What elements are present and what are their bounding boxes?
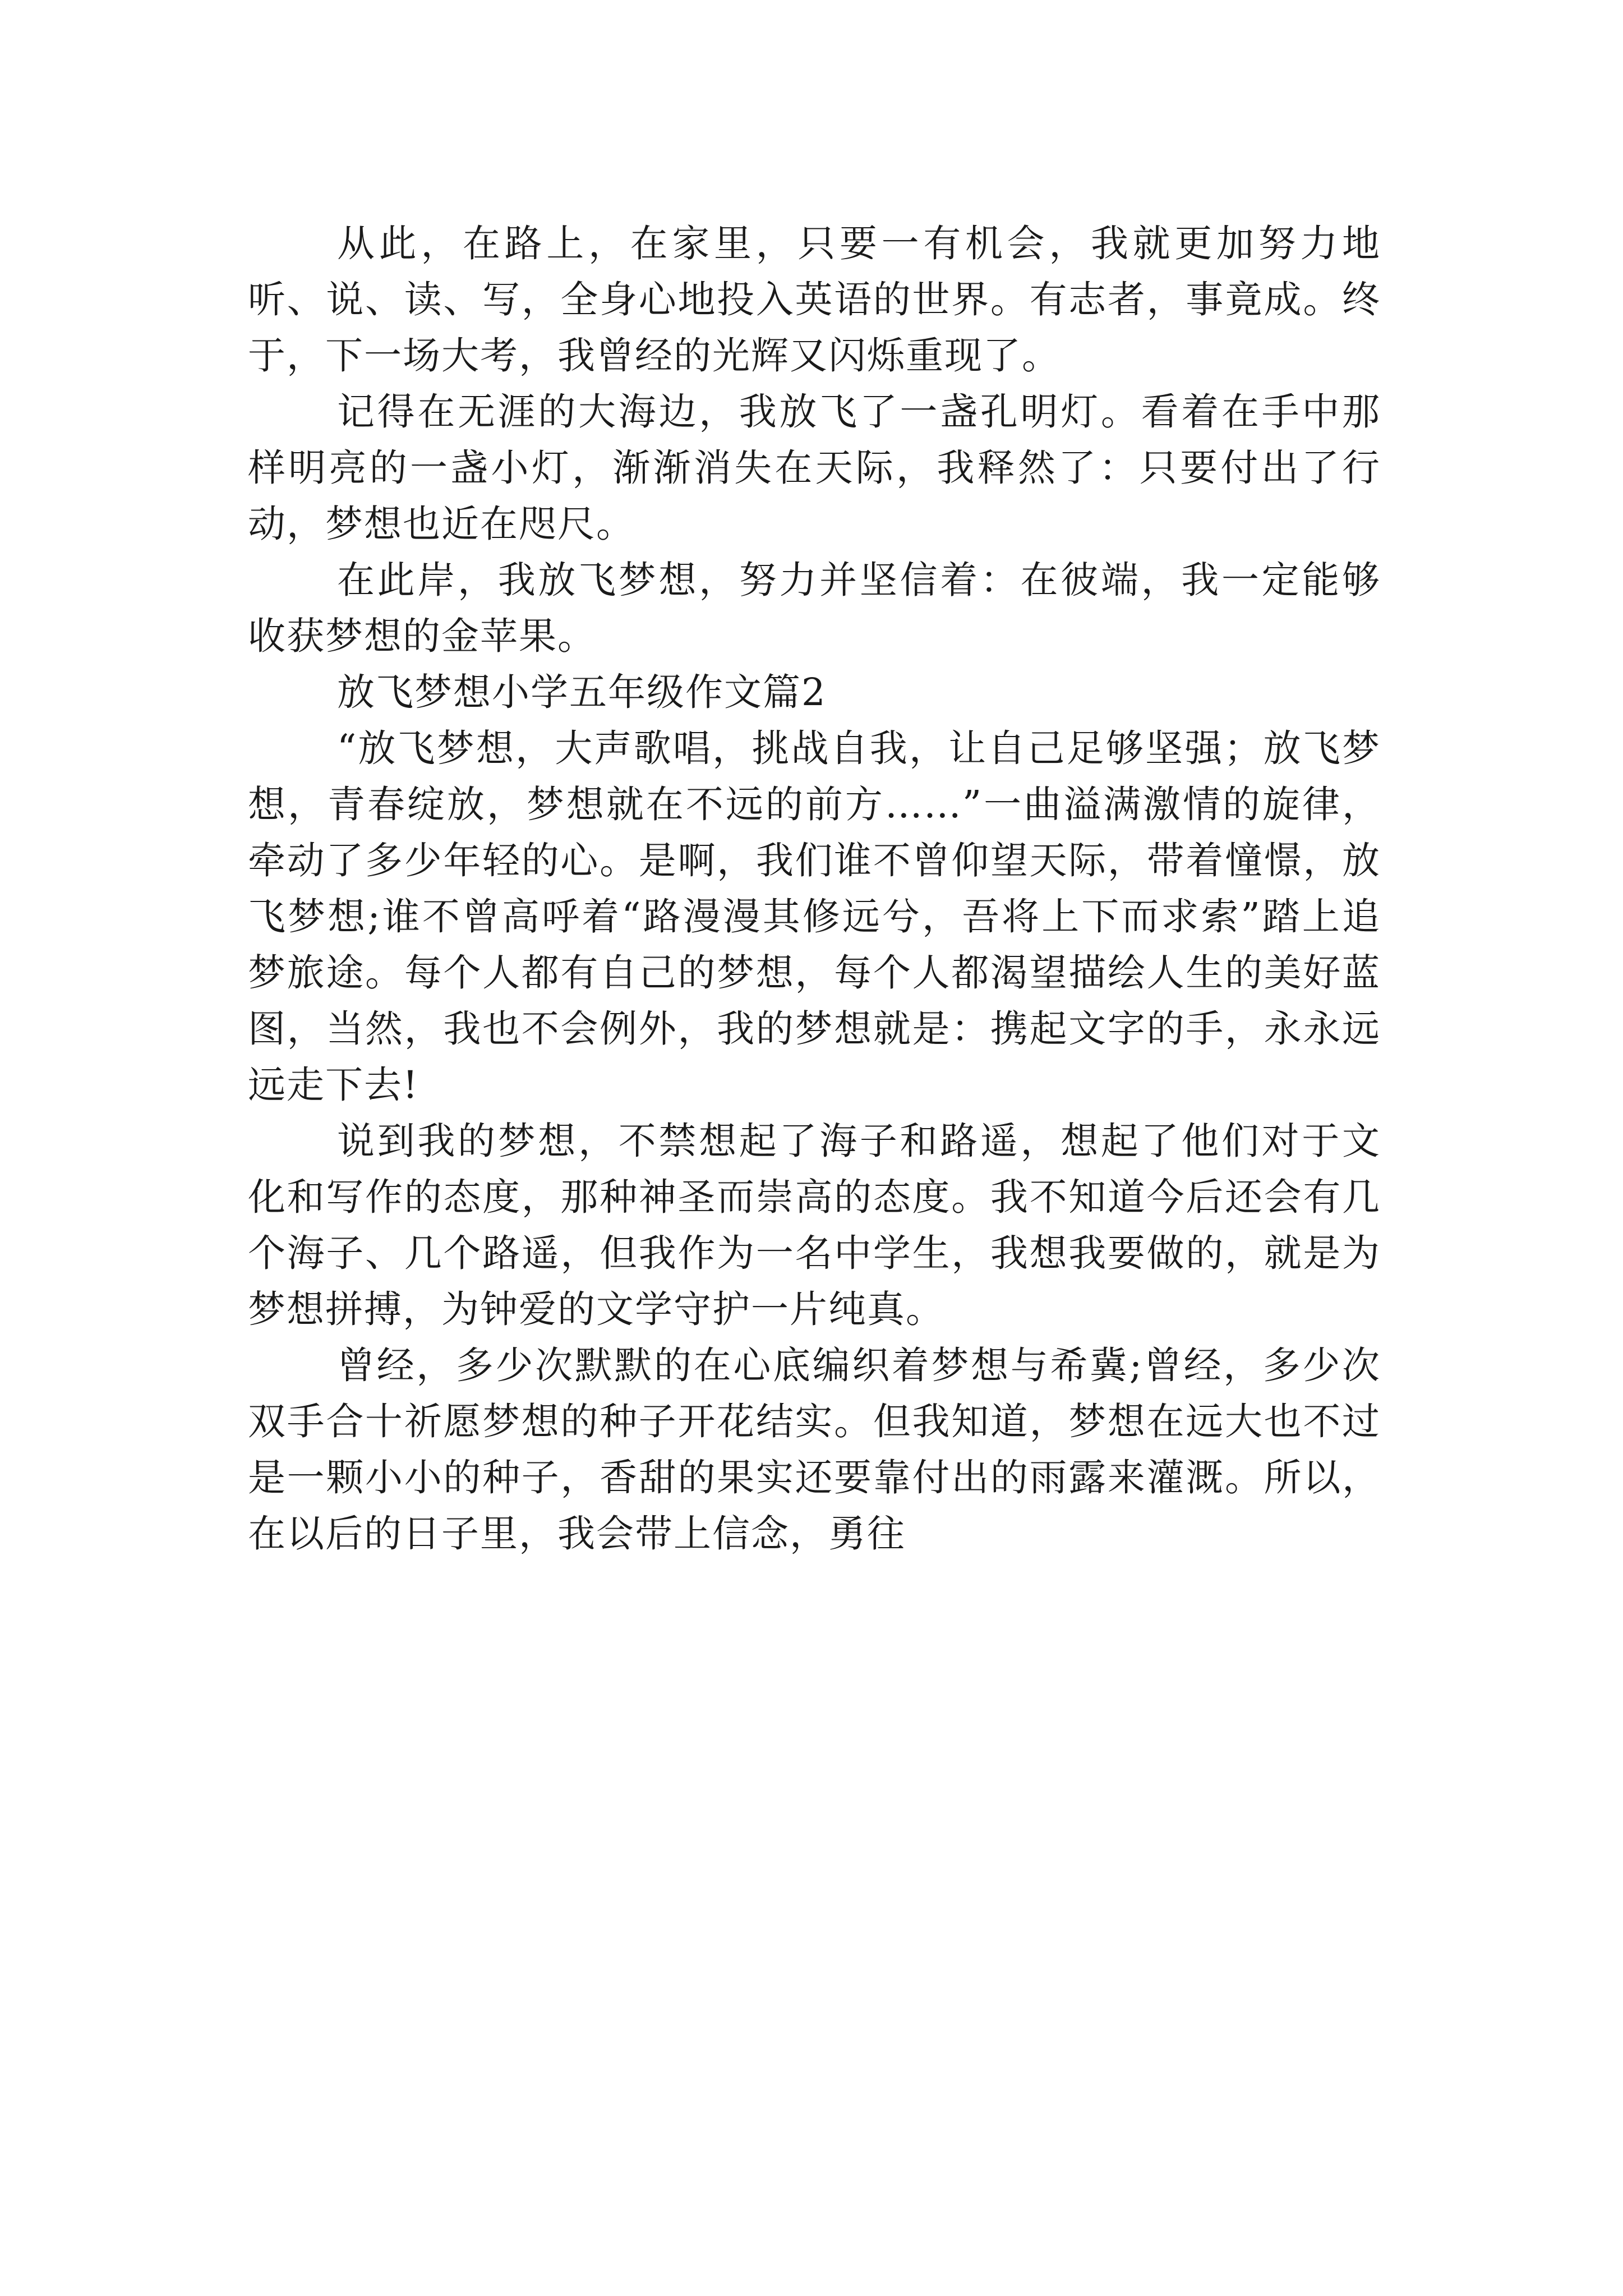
paragraph-4: “放飞梦想，大声歌唱，挑战自我，让自己足够坚强；放飞梦想，青春绽放，梦想就在不远的前方……”一曲溢满激情的旋律，牵动了多少年轻的心。是啊，我们谁不曾仰望天际，带着憧憬，放飞梦想;谁不曾高呼着“路漫漫其修远兮，吾将上下而求索”踏上追梦旅途。每个人都有自己的梦想，每个人都渴望描绘人生的美好蓝图，当然，我也不会例外，我的梦想就是：携起文字的手，永永远远走下去! <box>248 726 1381 1107</box>
paragraph-1: 从此，在路上，在家里，只要一有机会，我就更加努力地听、说、读、写，全身心地投入英语的世界。有志者，事竟成。终于，下一场大考，我曾经的光辉又闪烁重现了。 <box>248 222 1381 378</box>
document-body <box>248 215 1381 1562</box>
paragraph-2: 记得在无涯的大海边，我放飞了一盏孔明灯。看着在手中那样明亮的一盏小灯，渐渐消失在天际，我释然了：只要付出了行动，梦想也近在咫尺。 <box>248 390 1381 546</box>
paragraph-6: 曾经，多少次默默的在心底编织着梦想与希冀;曾经，多少次双手合十祈愿梦想的种子开花结实。但我知道，梦想在远大也不过是一颗小小的种子，香甜的果实还要靠付出的雨露来灌溉。所以，在以后的日子里，我会带上信念，勇往 <box>248 1343 1381 1556</box>
paragraph-3: 在此岸，我放飞梦想，努力并坚信着：在彼端，我一定能够收获梦想的金苹果。 <box>248 558 1381 658</box>
section-title: 放飞梦想小学五年级作文篇2 <box>337 670 827 714</box>
paragraph-5: 说到我的梦想，不禁想起了海子和路遥，想起了他们对于文化和写作的态度，那种神圣而崇高的态度。我不知道今后还会有几个海子、几个路遥，但我作为一名中学生，我想我要做的，就是为梦想拼搏，为钟爱的文学守护一片纯真。 <box>248 1119 1381 1331</box>
